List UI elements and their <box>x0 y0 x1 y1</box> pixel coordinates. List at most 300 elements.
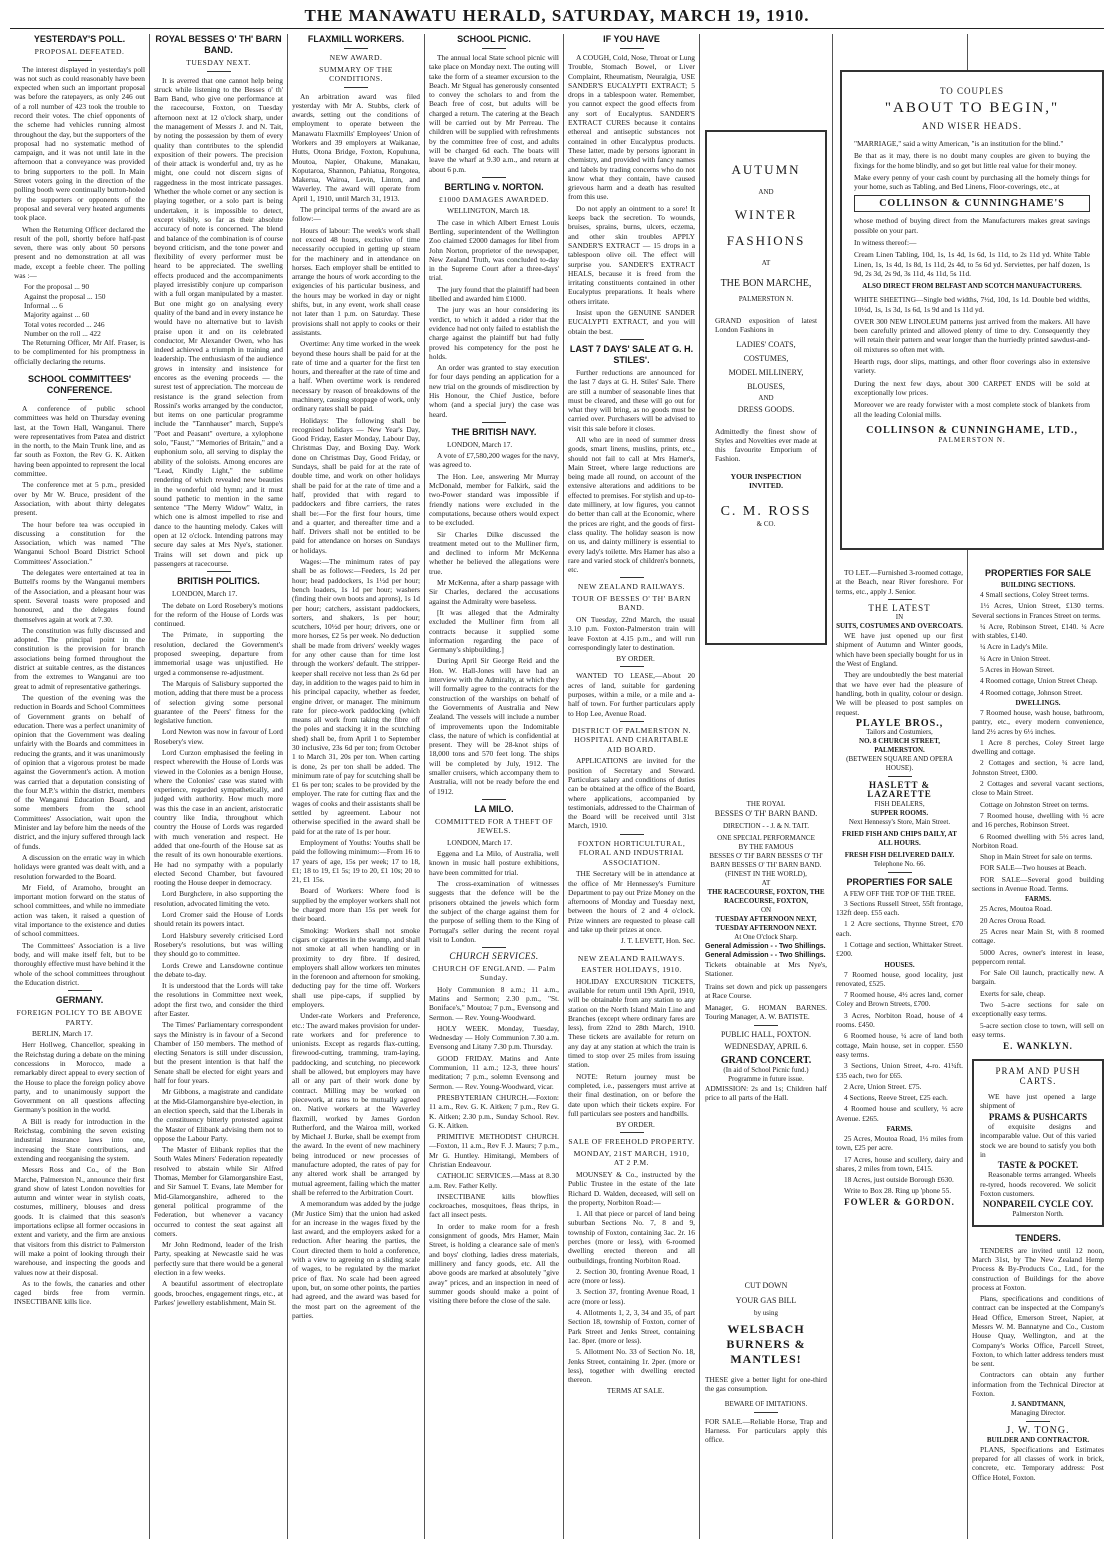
article-paragraph: A memorandum was added by the judge (Mr Justice Sim) that the union had asked for an increase in the wages fixed by the last award, and the employers asked for a reduction. After hearing the parties, the Court directed them to hold a conference, with a view to agreeing on a sliding scale of wages, to be regulated by the market price of flax. No scale had been agreed upon, but, on some other points, the parties had agreed, and the award was based for the most part on the agreement of the parties. <box>292 1199 420 1320</box>
article-headline: CHURCH SERVICES. <box>449 951 539 962</box>
advert-title: J. W. TONG. <box>1006 1425 1070 1437</box>
advert-text: (FINEST IN THE WORLD), <box>725 870 807 878</box>
listing-item: 1 Cottage and section, Whittaker Street. £200. <box>836 939 963 959</box>
advert-item: DRESS GOODS. <box>737 404 795 414</box>
advert-text: BEWARE OF IMITATIONS. <box>724 1399 808 1408</box>
poll-line: Informal ... 6 <box>24 300 63 310</box>
article-paragraph: Further reductions are announced for the last 7 days at G. H. Stiles' Sale. There are still a number of seasonable lines that must be cleared, and these will go out for what they will bring, as no goods must be carried over. Purchasers will be advised to visit this sale before it closes. <box>568 367 695 433</box>
column-7 <box>836 568 963 1538</box>
article-paragraph: It is understood that the Lords will take the resolutions in Committee next week, adopt the first two, and consider the third after Easter. <box>154 981 283 1018</box>
article-paragraph: The Primate, in supporting the resolution, declared the Government's proposed sweeping, departure from immemorial usage was unjustified. He urged a commonsense re-adjustment. <box>154 630 283 677</box>
advert-text: PALMERSTON N. <box>938 435 1006 444</box>
advert-text: Programme in future issue. <box>728 1074 804 1083</box>
advert-text: Admittedly the finest show of Styles and Novelties ever made at this favourite Emporium of Fashion. <box>715 426 817 464</box>
advert-title: E. WANKLYN. <box>1003 1041 1073 1052</box>
listing-item: 4 Small sections, Coley Street terms. <box>980 590 1089 599</box>
advert-paragraph: Do not apply an ointment to a sore! It keeps back the secretion. To wounds, bruises, sprains, burns, ulcers, eczema, and other skin troubles APPLY SANDER'S EXTRACT — 15 drops in a tablespoon olive oil. The effect will surprise you. SANDER'S EXTRACT HEALS, because it is freed from the irritating constituents contained in other Eucalyptus preparations. It heals where others irritate. <box>568 203 695 306</box>
advert-text: Be that as it may, there is no doubt many couples are given to buying the fixings for the home blindly, and so get but little real value for their money. <box>854 151 1090 170</box>
article-headline: BERTLING v. NORTON. <box>444 181 544 192</box>
listing-item: 17 Acres, house and scullery, dairy and shares, 2 miles from town, £415. <box>836 1154 963 1173</box>
advert-text: SUPPER ROOMS. <box>870 808 929 817</box>
article-paragraph: Mr McKenna, after a sharp passage with Sir Charles, declared the accusations against the Admiralty were baseless. <box>429 578 559 606</box>
advert-text: YOUR GAS BILL <box>735 1296 797 1305</box>
article-paragraph: Employment of Youths: Youths shall be paid the following minimum:—From 16 to 17 years of age, 15s per week; 17 to 18, £1; 18 to 19, £1 5s; 19 to 20, £1 10s; 20 to 21, £1 15s. <box>292 837 420 885</box>
column-2 <box>154 34 283 1542</box>
article-paragraph: The interest displayed in yesterday's poll was not such as could reasonably have been expected when such an important proposal was before the ratepayers, as only 246 out of a roll number of 423 took the trouble to record their votes. The chief opponents of the scheme had vehicles running almost throughout the day, but the supporters of the proposal had no systematic method of campaign, and it was not until late in the afternoon that a conveyance was provided to bring supporters to the poll. In Main Street voters going in the direction of the polling booth were continually button-holed by the supporters or opponents of the proposal and several very heated arguments took place. <box>14 64 145 223</box>
advert-title: PUBLIC HALL, FOXTON. <box>720 1029 812 1039</box>
signature: J. SANDTMANN, <box>1010 1400 1066 1409</box>
poll-results <box>14 282 145 338</box>
article-paragraph: The Hon. Lee, answering Mr Murray McDonald, member for Falkirk, said the two-Power standard was impossible if friendly nations were excluded in the computations, because others would expect to be excluded. <box>429 471 559 528</box>
advert-text: OVER 300 NEW LINOLEUM patterns just arrived from the makers. All have been carefully printed and allowed plenty of time to dry. Consequently they will retain their pattern and wear longer than the hurriedly printed sawdust-and-oil mixtures so often met with. <box>854 316 1090 354</box>
listing-item: 7 Roomed house, good locality, just renovated, £525. <box>836 969 963 988</box>
divider <box>1026 1421 1050 1422</box>
advert-text: FRIED FISH AND CHIPS DAILY, AT ALL HOURS. <box>842 829 957 847</box>
advert-title: NONPAREIL CYCLE COY. <box>982 1199 1094 1210</box>
advert-text: WHITE SHEETING—Single bed widths, 7½d, 10d, 1s 1d. Double bed widths, 10½d, 1s, 1s 3d, 1s 6d, 1s 9d and 1s 11d yd. <box>854 295 1090 314</box>
column-8 <box>972 568 1104 1538</box>
advert-text: Trains set down and pick up passengers at Race Course. <box>705 981 827 1000</box>
advert-headline: NEW ZEALAND RAILWAYS. <box>577 582 686 592</box>
advert-paragraph: They are undoubtedly the best material that we have ever had the pleasure of handling, both in quality, colour or design. We will be pleased to post samples on request. <box>836 670 963 717</box>
advert-paragraph: Plans, specifications and conditions of contract can be inspected at the Company's Head Office, Emerson Street, Napier, at Messrs W. M. Bannatyne and Co., Custom House Quay, Wellington, and at the Company's Works Office, Parcell Street, Foxton, to which latter address tenders must be sent. <box>972 1294 1104 1369</box>
advert-text: FRESH FISH DELIVERED DAILY. <box>844 850 955 859</box>
masthead: THE MANAWATU HERALD, SATURDAY, MARCH 19, 1910. <box>304 6 810 25</box>
masthead-rule <box>10 28 1104 29</box>
listing-item: For Sale Oil launch, practically new. A bargain. <box>972 968 1104 987</box>
advert-text: At One O'clock Sharp. <box>734 933 798 941</box>
listing-item: 1½ Acres, Union Street, £130 terms. Several sections in Frances Street on terms. <box>972 601 1104 620</box>
advert-paragraph: Insist upon the GENUINE SANDER EUCALYPTI EXTRACT, and you will obtain the best. <box>568 308 695 336</box>
gas-advert <box>705 1275 827 1540</box>
advert-paragraph: PLANS, Specifications and Estimates prepared for all classes of work in brick, concrete, etc. Temporary address: Post Office Hotel, Foxton. <box>972 1444 1104 1482</box>
advert-item: AND <box>758 393 774 402</box>
article-paragraph: INSECTIBANE kills blowflies cockroaches, mosquitoes, fleas thrips, in fact all insect pests. <box>429 1191 559 1220</box>
article-headline: SCHOOL PICNIC. <box>457 34 531 44</box>
listing-item: 7 Roomed house, wash house, bathroom, pantry, etc., every modern convenience, land 2½ acres by 6½ inches. <box>972 707 1104 736</box>
listing-item: ¼ Acre in Union Street. <box>980 653 1051 663</box>
advert-title: AUTUMN <box>731 162 801 177</box>
article-paragraph: Eggena and La Milo, of Australia, well known in music hall posture exhibitions, have been committed for trial. <box>429 849 559 877</box>
article-paragraph: Mr Gibbons, a magistrate and candidate at the Mid-Glamorganshire bye-election, in an election speech, said that the Liberals in the constituency bitterly protested against the Master of Elibank advising them not to oppose the Labour Party. <box>154 1087 283 1143</box>
article-subhead: £1000 DAMAGES AWARDED. <box>438 194 550 204</box>
advert-text: YOUR INSPECTION INVITED. <box>730 471 802 490</box>
advert-paragraph: Write to Box 28. Ring up 'phone 55. <box>844 1186 952 1196</box>
advert-text: GRAND exposition of latest London Fashions in <box>715 316 817 335</box>
listing-item: 4 Roomed cottage, Union Street Cheap. <box>980 676 1098 686</box>
pram-advert <box>972 1059 1104 1226</box>
service-listing: PRESBYTERIAN CHURCH.—Foxton: 11 a.m., Rev. G. K. Aitken; 7 p.m., Rev G. K. Aitken; 2.30 p.m., Sunday School. Rev. G. K. Aitken. <box>429 1092 559 1130</box>
advert-title: WELSBACH <box>727 1322 805 1336</box>
dateline: WELLINGTON, March 18. <box>447 206 530 216</box>
listing-item: 2 Cottages and several vacant sections, close to Main Street. <box>972 779 1104 798</box>
advert-text: ADMISSION: 2s and 1s; Children half price to all parts of the Hall. <box>705 1083 827 1103</box>
article-paragraph: Sir Charles Dilke discussed the treatment meted out to the Mulliner firm, and declined to inform Mr McKenna whether he believed the allegations were true. <box>429 529 559 576</box>
lot-item: 3. Section 37, fronting Avenue Road, 1 acre (more or less). <box>568 1287 695 1306</box>
listing-item: 25 Acres, Moutoa Road, 1½ miles from town, £25 per acre. <box>836 1133 963 1153</box>
advert-text: WEDNESDAY, APRIL 6. <box>724 1041 808 1051</box>
column-3 <box>292 34 420 1542</box>
section-heading: BUILDING SECTIONS. <box>1000 581 1076 589</box>
divider <box>68 60 92 61</box>
article-paragraph: The debate on Lord Rosebery's motions for the reform of the House of Lords was continued. <box>154 600 283 629</box>
divider <box>888 872 912 873</box>
listing-item: Shop in Main Street for sale on terms. <box>980 852 1093 862</box>
column-5 <box>568 34 695 1542</box>
advert-paragraph: TENDERS are invited until 12 noon, March 31st, by The New Zealand Hemp Process & By-Products Co., Ltd., for the construction of Buildings for the above process at Foxton. <box>972 1245 1104 1292</box>
advert-text: DIRECTION - - J. & N. TAIT. <box>722 822 810 830</box>
advert-title: FOWLER & GORDON. <box>844 1196 955 1207</box>
listing-item: FOR SALE—Two houses at Beach. <box>980 863 1087 873</box>
advert-headline: PROPERTIES FOR SALE <box>984 568 1091 578</box>
advert-text: Reasonable terms arranged. Wheels re-tyred, hoods recovered. We solicit Foxton customers. <box>980 1170 1096 1199</box>
advert-paragraph: MOUNSEY & Co., instructed by the Public Trustee in the estate of the late Richard D. Walden, deceased, will sell on the property, Norbiton Road:— <box>568 1169 695 1207</box>
service-listing: HOLY WEEK. Monday, Tuesday, Wednesday — Holy Communion 7.30 a.m. Evensong and Litany 7.30 p.m. Thursday. <box>429 1023 559 1052</box>
listing-item: 6 Roomed house, ¼ acre of land both cottage, Main house, set in copper. £550 easy terms. <box>836 1031 963 1059</box>
advert-title: C. M. ROSS <box>720 503 812 519</box>
advert-text: ONE SPECIAL PERFORMANCE <box>717 834 815 842</box>
advert-paragraph: NOTE: Return journey must be completed, i.e., passengers must arrive at their final destination, on or before the date upon which their tickets expire. For full particulars see posters and handbills. <box>568 1071 695 1118</box>
article-subhead: PROPOSAL DEFEATED. <box>34 47 125 56</box>
advert-text: SUITS, COSTUMES AND OVERCOATS. <box>836 622 963 631</box>
advert-text: WE have just opened a large shipment of <box>980 1092 1096 1111</box>
advert-text: THE RACECOURSE, FOXTON, THE RACECOURSE, FOXTON, <box>707 888 825 905</box>
article-paragraph: The Times' Parliamentary correspondent says the Ministry is in favour of a Second Chamber of 150 members. The method of electing Senators is still under discussion, but the present intention is that half the Senate shall be elected for eight years and half for four years. <box>154 1020 283 1086</box>
advert-title: BESSES O' TH' BARN BAND. <box>714 809 818 818</box>
advert-title: WINTER <box>734 207 798 222</box>
listing-item: 5000 Acres, owner's interest in lease, peppercorn rental. <box>972 947 1104 966</box>
divider <box>482 799 506 800</box>
advert-title: THE LATEST <box>868 602 931 613</box>
article-subhead: SUMMARY OF THE CONDITIONS. <box>319 64 393 83</box>
poll-line: Against the proposal ... 150 <box>24 291 106 301</box>
column-1 <box>14 34 145 1542</box>
signature: Managing Director. <box>1010 1409 1066 1418</box>
advert-text: Telephone No. 66. <box>873 859 926 868</box>
listing-item: 4 Roomed house and scullery, ½ acre Avenue. £265. <box>836 1104 963 1123</box>
article-paragraph: Lord Burghclere, in also supporting the resolution, advocated limiting the veto. <box>154 889 283 908</box>
column-rule <box>563 34 564 1539</box>
divider <box>620 949 644 950</box>
advert-headline: NEW ZEALAND RAILWAYS. <box>577 953 686 963</box>
divider <box>620 48 644 49</box>
divider <box>344 48 368 49</box>
advert-text: Tickets obtainable at Mrs Nye's, Stationer. <box>705 960 827 979</box>
advert-text: Palmerston North. <box>1012 1209 1064 1218</box>
article-paragraph: The delegates were entertained at tea in Buttell's rooms by the Wanganui members of the Association, and a pleasant hour was spent. Several toasts were proposed and honoured, and the delegates found themselves again at work at 7.30. <box>14 568 145 624</box>
poll-line: For the proposal ... 90 <box>24 282 90 292</box>
advert-text: BESSES O' TH' BARN BESSES O' TH' BARN BESSES O' TH' BARN BAND. <box>709 852 823 869</box>
by-order: BY ORDER. <box>616 1120 655 1130</box>
divider <box>620 666 644 667</box>
listing-item: 7 Roomed house, dwelling with ½ acre and 16 perches, Robinson Street. <box>972 810 1104 830</box>
advert-text: FOR SALE.—Reliable Horse, Trap and Harness. For particulars apply this office. <box>705 1416 827 1445</box>
service-listing: PRIMITIVE METHODIST CHURCH.—Foxton, 11 a.m., Rev F. J. Maurs; 7 p.m., Mr G. Huntley. Himitangi, Members of Christian Endeavour. <box>429 1132 559 1169</box>
divider <box>620 339 644 340</box>
article-paragraph: Lord Newton was now in favour of Lord Rosebery's view. <box>154 727 283 746</box>
article-paragraph: [It was alleged that the Admiralty excluded the Mulliner firm from all contracts because it supplied some information regarding the pace of Germany's shipbuilding.] <box>429 607 559 655</box>
article-paragraph: Lord Curzon emphasised the feeling in respect wherewith the House of Lords was viewed in the Colonies as a benign House, where the Colonies' case was stated with experience, regarded sympathetically, and judged with authority. How much more was this the case in an ancient, aristocratic country like India, throughout which country the House of Lords was regarded with much veneration and respect. He added that one-fourth of the House sat as the result of its own honourable exertions. He had no sympathy with a popularly elected Second Chamber, but favoured rooting the House deeper in democracy. <box>154 747 283 888</box>
advert-paragraph: A COUGH, Cold, Nose, Throat or Lung Trouble, Stomach Bowel, or Liver Complaint, Rheumatism, Neuralgia, USE SANDER'S EUCALYPTI EXTRACT; 5 drops in a tablespoon water. Remember, you cannot expect the good effects from any sort of Eucalyptus. SANDER'S EXTRACT CURES because it contains ethereal and antiseptic substances not contained in other Eucalyptus products. These latter, made by persons ignorant in chemistry, and provided with fancy names and labels by trading concerns who do not know what they contain, have caused grievous harm and a death has resulted from this use. <box>568 53 695 202</box>
divider <box>68 399 92 400</box>
divider <box>754 1025 778 1026</box>
advert-paragraph: TO LET.—Furnished 3-roomed cottage, at the Beach, near River foreshore. For terms, etc., apply J. Senior. <box>836 568 963 596</box>
article-paragraph: Holidays: The following shall be recognised holidays — New Year's Day, Good Friday, Easter Monday, Labour Day, Christmas Day, and Boxing Day. Work done on Christmas Day, Good Friday, or Sundays, shall be paid for at the rate of double time, and work on other holidays shall be paid for at the rate of time and a half, provided that with regard to paddockers and fibre carriers, the rates shall be:—For the first four hours, time and a quarter, and thereafter time and a half. Drivers shall not be entitled to be paid for attendance on horses on Sundays or holidays. <box>292 415 420 555</box>
article-subhead: CHURCH OF ENGLAND. — Palm Sunday. <box>432 963 556 983</box>
advert-headline: PROPERTIES FOR SALE <box>846 876 953 887</box>
article-paragraph: A Bill is ready for introduction in the Reichstag, combining the seven existing industrial insurance laws into one, increasing the State contributions, and extending and reorganising the system. <box>14 1116 145 1163</box>
by-order: BY ORDER. <box>616 654 655 664</box>
article-paragraph: The hour before tea was occupied in discussing a constitution for the Association, which was named "The Wanganui School Board District School Committees' Association." <box>14 519 145 566</box>
divider <box>888 599 912 600</box>
article-paragraph: Mr John Redmond, leader of the Irish Party, speaking at Newcastle said he was perfectly sure that there would be a general election in a few weeks. <box>154 1240 283 1278</box>
advert-paragraph: WE have just opened up our first shipment of Autumn and Winter goods, which have been specially bought for us in the West of England. <box>836 631 963 669</box>
advert-text: Make every penny of your cash count by purchasing all the homely things for your home, such as Tabling, and Bed Linens, Floor-coverings, etc., at <box>854 172 1090 192</box>
article-paragraph: Lord Halsbury severely criticised Lord Rosebery's resolutions, but was willing they should go to committee. <box>154 930 283 959</box>
advert-text: Next Hennessy's Store, Main Street. <box>848 817 951 826</box>
advert-text: THESE give a better light for one-third the gas consumption. <box>705 1375 827 1394</box>
divider <box>620 577 644 578</box>
advert-text: Hearth rugs, door slips, mattings, and other floor coverings also in extensive variety. <box>854 357 1090 376</box>
article-subhead: FOREIGN POLICY TO BE ABOVE PARTY. <box>16 1008 143 1027</box>
article-headline: GERMANY. <box>55 995 104 1006</box>
article-paragraph: A vote of £7,580,200 wages for the navy, was agreed to. <box>429 451 559 470</box>
listing-item: 4 Sections, Reeve Street, £25 each. <box>844 1093 948 1103</box>
signature: J. T. LEVETT, Hon. Sec. <box>620 936 695 946</box>
article-paragraph: All who are in need of summer dress goods, smart linens, muslins, prints, etc., should not fail to call at Mrs Hamer's, Main Street, where large reductions are being made all round, on account of the extensive alterations and additions to be effected to premises. For stylish and up-to-date millinery, at low figures, you cannot do better than call at the Economic, where the prices are right, and the goods of first-class quality. The holiday season is now on us, and dainty millinery is essential to every lady's toilette. Mrs Hamer has also a rare and varied stock of children's bonnets, etc. <box>568 434 695 575</box>
article-subhead: TUESDAY NEXT. <box>186 58 251 67</box>
article-headline: LAST 7 DAYS' SALE AT G. H. STILES'. <box>569 343 694 365</box>
article-paragraph: Herr Hollweg, Chancellor, speaking in the Reichstag during a debate on the mining concessions in Morocco, made a remarkably direct appeal to every section of the House to place the foreign policy above party, and to unanimously support the Government on all questions affecting Germany's position in the world. <box>14 1040 145 1115</box>
article-paragraph: The annual local State school picnic will take place on Monday next. The outing will take the form of a steamer excursion to the Beach. Mr Stgual has generously consented to convey the scholars to and from the Beach free of cost, but adults will be charged a return. The catering at the Beach will be carried out by Mr Perreau. The children will be supplied with refreshments by the committee free of cost, and adults will be charged 6d each. The boats will leave the wharf at 9.30 a.m., and return at about 6 p.m. <box>429 53 559 174</box>
article-paragraph: When the Returning Officer declared the result of the poll, shortly before half-past seven, there was only about 50 persons present and no demonstration at all was made, except a feeble cheer. The polling was :— <box>14 224 145 281</box>
advert-paragraph: THE Secretary will be in attendance at the office of Mr Hennessey's Furniture Department to pay out Prize Money on the afternoons of Monday and Tuesday next, between the hours of 2 and 4 o'clock. Prize winners are requested to please call and take up their prizes at once. <box>568 869 695 935</box>
section-heading: FARMS. <box>886 1124 913 1133</box>
listing-item: 3 Sections, Union Street, 4-ro. 41¼ft. £35 each, two for £65. <box>836 1061 963 1080</box>
article-paragraph: Lord Cromer said the House of Lords should retain its powers intact. <box>154 910 283 929</box>
advert-headline: FOXTON HORTICULTURAL, FLORAL AND INDUSTRIAL ASSOCIATION. <box>577 838 686 867</box>
article-paragraph: Hours of labour: The week's work shall not exceed 48 hours, exclusive of time necessarily occupied in getting up steam for the machinery and in attendance on horses. Each employer shall be entitled to arrange the hours of work according to the exigencies of his particular business, and the hours may be worked in day or night shifts, but, in any event, work shall cease not later than 1 p.m. on Saturday. These provisions shall not apply to cooks or their assistants. <box>292 225 420 337</box>
divider <box>888 776 912 777</box>
listing-item: 4 Roomed cottage, Johnson Street. <box>980 687 1083 697</box>
article-paragraph: The jury found that the plaintiff had been libelled and awarded him £1000. <box>429 284 559 304</box>
article-paragraph: During April Sir George Reid and the Hon. W. Hall-Jones will have had an interview with the Admiralty, at which they will formally agree to the contracts for the construction of the warships on behalf of the Governments of Australia and New Zealand. The vessels will include a number of improvements upon the Indomitable class, the nature of which is confidential at present. They will be 28-knot ships of 18,000 tons and 570 feet long. The ships will be completed by July, 1912. The smaller cruisers, which accompany them to Australia, will not be ready before the end of 1912. <box>429 656 559 796</box>
divider <box>482 422 506 423</box>
advert-title: TASTE & POCKET. <box>997 1160 1079 1171</box>
column-rule <box>149 34 150 1539</box>
dateline: LONDON, March 17. <box>172 589 238 599</box>
advert-paragraph: Contractors can obtain any further information from the Technical Director at Foxton. <box>972 1370 1104 1399</box>
divider <box>620 721 644 722</box>
terms-line: TERMS AT SALE. <box>606 1386 665 1396</box>
divider <box>68 990 92 991</box>
article-paragraph: Lords Crewe and Lansdowne continue the debate to-day. <box>154 960 283 979</box>
advert-subhead: MONDAY, 21ST MARCH, 1910, AT 2 P.M. <box>573 1148 690 1168</box>
service-listing: GOOD FRIDAY. Matins and Ante Communion, 11 a.m.; 12-3, three hours' meditation; 7 p.m., solemn Evensong and Sermon. — Rev. Young-Woodward, vicar. <box>429 1053 559 1091</box>
article-paragraph: Mr Field, of Aramoho, brought an important motion forward on the status of school committees, and while no immediate action was taken, it raised a question of vital importance to the existence and duties of school committees. <box>14 882 145 939</box>
lot-item: 5. Allotment No. 33 of Section No. 18, Jenks Street, containing 1r. 2per. (more or less), together with dwelling erected thereon. <box>568 1347 695 1385</box>
dateline: LONDON, March 17. <box>447 837 513 847</box>
article-paragraph: The conference met at 5 p.m., presided over by Mr W. Bruce, president of the Association, with about thirty delegates present. <box>14 480 145 518</box>
column-rule <box>287 34 288 1539</box>
advert-text: Tailors and Costumiers, <box>866 728 933 737</box>
listing-item: 20 Acres Oroua Road. <box>980 915 1046 925</box>
listing-item: 5 Acres in Howan Street. <box>980 665 1055 675</box>
listing-item: 1 2 Acre sections, Thynne Street, £70 each. <box>836 919 963 938</box>
advert-title: PRAM AND PUSH CARTS. <box>995 1066 1081 1086</box>
advert-text: (BETWEEN SQUARE AND OPERA HOUSE). <box>846 755 953 773</box>
section-heading: FARMS. <box>1024 895 1052 904</box>
article-paragraph: An order was granted to stay execution for four days pending an application for a new trial on the grounds of misdirection by His Honour, the Chief Justice, before whom (and a special jury) the case was heard. <box>429 363 559 419</box>
article-headline: THE BRITISH NAVY. <box>451 426 537 437</box>
advert-text: AT <box>761 259 771 267</box>
article-headline: FLAXMILL WORKERS. <box>307 34 405 44</box>
listing-item: 1 Acre 8 perches, Coley Street large dwelling and cottage. <box>972 737 1104 757</box>
advert-item: MODEL MILLINERY, <box>728 367 804 377</box>
advert-text: CUT DOWN <box>744 1281 788 1290</box>
advert-text: Manager, G. HOMAN BARNES. Touring Manager, A. W. BATISTE. <box>705 1003 827 1022</box>
advert-text: ALSO DIRECT FROM BELFAST AND SCOTCH MANUFACTURERS. <box>862 282 1082 291</box>
advert-text: ON <box>760 906 772 914</box>
service-listing: Holy Communion 8 a.m.; 11 a.m., Matins and Sermon; 2.30 p.m., "St. Boniface's," Moutoa; 7 p.m., Evensong and Sermon. — Rev. Young-Woodward. <box>429 984 559 1022</box>
article-paragraph: The case in which Albert Ernest Louis Bertling, superintendent of the Wellington Zoo claimed £2000 damages for libel from John Norton, proprietor of the newspaper, New Zealand Truth, was concluded to-day in the Supreme Court after a three-days' trial. <box>429 217 559 283</box>
advert-text: During the next few days, about 300 CARPET ENDS will be sold at exceptionally low prices. <box>854 378 1090 397</box>
listing-item: 7 Roomed house, 4½ acres land, corner Coley and Brown Streets, £700. <box>836 990 963 1009</box>
article-headline: YESTERDAY'S POLL. <box>33 34 126 44</box>
advert-text: FISH DEALERS, <box>874 799 925 808</box>
advert-text: NO. 8 CHURCH STREET, PALMERSTON. <box>859 737 940 755</box>
section-heading: HOUSES. <box>884 960 915 969</box>
poll-line: Majority against ... 60 <box>24 310 90 320</box>
column-rule <box>832 34 833 1539</box>
advert-text: & CO. <box>756 519 776 528</box>
advert-text: AND <box>758 188 774 196</box>
article-paragraph: The Master of Elibank replies that the South Wales Miners' Federation repeatedly resolved to abstain while Sir Alfred Thomas, Member for Glamorganshire East, and Sir Samuel T. Evans, late Member for Mid-Glamorganshire, adhered to the general political programme of the Federation, but whenever a vacancy occurred to contest the seat against all comers. <box>154 1145 283 1238</box>
listing-item: 18 Acres, just outside Borough £630. <box>844 1175 954 1185</box>
fashions-advert <box>705 130 827 645</box>
advert-title: GRAND CONCERT. <box>720 1054 812 1066</box>
advert-headline: SALE OF FREEHOLD PROPERTY. <box>568 1137 695 1147</box>
article-paragraph: In order to make room for a fresh consignment of goods, Mrs Hamer, Main Street, is holding a clearance sale of men's and boys' clothing, ladies dress materials, millinery and fancy goods, etc. All the above goods are marked at absolutely "give away" prices, and an inspection in need of summer goods should make a point of visiting there before the close of the sale. <box>429 1221 559 1306</box>
article-paragraph: Under-rate Workers and Preference, etc.: The award makes provision for under-rate workers and for preference to unionists. Except as regards flax-cutting, firewood-cutting, tramming, tram-laying, paddocking, and scutching, no piecework shall be allowed, but employers may have all or any part of their work done by contract. Milling may be worked on piecework, at rates to be mutually agreed on. Native workers at the Waverley flaxmill, worked by James Gordon Rutherford, and the Wairoa mill, worked by Michael J. Burke, shall be exempt from the award. In the event of new machinery being introduced or new processes of manufacture adopted, the rates of pay for any altered work shall be arranged by mutual agreement, failing which the matter shall be referred to the Arbitration Court. <box>292 1011 420 1197</box>
listing-item: FOR SALE—Several good building sections in Avenue Road. Terms. <box>972 874 1104 894</box>
article-headline: ROYAL BESSES O' TH' BARN BAND. <box>155 34 282 55</box>
dateline: LONDON, March 17. <box>447 439 513 449</box>
divider <box>482 947 506 948</box>
article-paragraph: The Committees' Association is a live body, and will make itself felt, but to be thoroughly effective must have behind it the whole of the school committees throughout the Education district. <box>14 940 145 987</box>
article-paragraph: The constitution was fully discussed and adopted. The principal point in the constitution is the provision for branch associations being formed throughout the district at suitable centres, as the distances from the extremes to Wanganui are too great to admit of representative gatherings. <box>14 625 145 691</box>
listing-item: 3 Acres, Norbiton Road, house of 4 rooms. £450. <box>836 1010 963 1030</box>
advert-title: "ABOUT TO BEGIN," <box>884 100 1060 116</box>
divider <box>207 571 231 572</box>
advert-text: (In aid of School Picnic fund.) <box>723 1065 809 1074</box>
divider <box>482 48 506 49</box>
advert-title: BURNERS & <box>726 1337 806 1351</box>
listing-item: 25 Acres near Main St, with 8 roomed cottage. <box>972 926 1104 946</box>
listing-item: Two 5-acre sections for sale on exceptionally easy terms. <box>972 999 1104 1019</box>
advert-text: TUESDAY AFTERNOON NEXT, TUESDAY AFTERNOON NEXT. <box>715 915 817 932</box>
advert-text: TO COUPLES <box>939 86 1005 96</box>
advert-title: MANTLES! <box>730 1352 802 1366</box>
advert-title: COLLINSON & CUNNINGHAME'S <box>854 195 1090 212</box>
advert-text: BY THE FAMOUS <box>738 843 794 851</box>
advert-text: PALMERSTON N. <box>738 295 794 303</box>
advert-item: COSTUMES, <box>743 353 789 363</box>
advert-text: AT <box>761 879 771 887</box>
article-headline: SCHOOL COMMITTEES' CONFERENCE. <box>28 374 131 395</box>
advert-title: PLAYLE BROS., <box>855 717 944 729</box>
advert-subhead: TOUR OF BESSES O' TH' BARN BAND. <box>571 593 692 613</box>
advert-paragraph: APPLICATIONS are invited for the position of Secretary and Steward. Particulars salary and conditions of duties can be obtained at the office of the Board, where applications, accompanied by testimonials, addressed to the Chairman of the Board will be received until 31st March, 1910. <box>568 756 695 831</box>
advert-text: General Admission - - Two Shillings. <box>705 952 826 959</box>
article-paragraph: The Marquis of Salisbury supported the motion, adding that there must be a process of selection giving some personal guarantee of the Peers' fitness for the legislative function. <box>154 678 283 726</box>
advert-text: A FEW OFF THE TOP OF THE TREE. <box>843 889 956 898</box>
article-subhead: COMMITTED FOR A THEFT OF JEWELS. <box>434 816 554 836</box>
listing-item: ¼ Acre in Lady's Mile. <box>980 642 1048 652</box>
advert-text: In witness thereof:— <box>854 238 917 248</box>
advert-text: AND WISER HEADS. <box>921 121 1023 131</box>
listing-item: 25 Acres, Moutoa Road. <box>980 904 1053 914</box>
article-paragraph: Messrs Ross and Co., of the Bon Marche, Palmerston N., announce their first grand show of latest London novelties for autumn and winter wear in stylish coats, costumes, millinery, blouses and dress goods. It is claimed that this season's importations eclipse all former occasions in extent and variety, and the firm are anxious that visitors from this district to Palmerston will make a point of looking through their warehouse, and inspecting the goods and values now at their disposal. <box>14 1165 145 1277</box>
advert-text: THE ROYAL <box>746 800 786 808</box>
collinson-advert <box>840 70 1104 550</box>
listing-item: Cottage on Johnston Street on terms. <box>980 799 1089 809</box>
advert-title: HASLETT & LAZARETTE <box>867 780 932 800</box>
article-paragraph: A discussion on the erratic way in which holidays were granted was dealt with, and a resolution forwarded to the Board. <box>14 852 145 881</box>
advert-subhead: EASTER HOLIDAYS, 1910. <box>581 965 682 975</box>
advert-title: FASHIONS <box>726 233 806 248</box>
advert-text: Cream Linen Tabling, 10d, 1s, 1s 4d, 1s 6d, 1s 11d, to 2s 11d yd. White Table Linen, 1s, 1s 4d, 1s 8d, 1s 11d, 2s 4d, to 5s 6d yd. Serviettes, per half dozen, 1s 9d, 2s 3d, 2s 9d, 3s 11d, 4s 11d, 5s 11d. <box>854 250 1090 278</box>
article-headline: BRITISH POLITICS. <box>177 576 260 587</box>
listing-item: Exerts for sale, cheap. <box>980 988 1046 998</box>
advert-paragraph: WANTED TO LEASE,—About 20 acres of land, suitable for gardening purposes, within a mile, or a mile and a-half of town. For further particulars apply to Hop Lee, Avenue Road. <box>568 671 695 718</box>
advert-text: of exquisite designs and incomparable value. Out of this varied stock we are bound to satisfy you both in <box>980 1121 1096 1159</box>
article-paragraph: The Returning Officer, Mr Alf. Fraser, is to be complimented for his promptness in officially declaring the returns. <box>14 338 145 366</box>
advert-title: PRAMS & PUSHCARTS <box>988 1111 1088 1122</box>
article-paragraph: Wages:—The minimum rates of pay shall be as follows:—Feeders, 1s 2d per hour; head paddockers, 1s 1½d per hour; bench loaders, 1s 1d per hour; washers (finding their own boots and aprons), 1s 1d per hour; catchers, assistant paddockers, sorters, and shakers, 1s per hour; scutchers, 10½d per hour; drivers, one or more horses, £2 5s per week. No deduction shall be made from drivers' weekly wages for any other cause than for time lost through the workers' default. The stripper-keeper shall receive not less than 2s 6d per day, in addition to the wages paid to him in his principal capacity, whether as feeder, engine driver, or manager. The minimum rate for piece-work paddocking (which means all work from taking the fibre off the poles and stacking it in the scutching shed) shall be, from April 1 to September 30 inclusive, 23s 6d per ton; from October 1 to March 31, 20s per ton. When carting is done, 2s per ton shall be added. The minimum rate of pay for scutching shall be £1 6s per ton; scales to be provided by the employer. The rate for cutting flax and the wages of cooks and their assistants shall be settled by agreement. Labour not otherwise specified in the award shall be paid for at the rate of 1s per hour. <box>292 557 420 836</box>
article-subhead: NEW AWARD. <box>329 53 383 62</box>
advert-headline: TENDERS. <box>1015 1232 1061 1243</box>
article-paragraph: The jury was an hour considering its verdict, to which it added a rider that the evidence had not only failed to establish the charge against the plaintiff but had fully proved his competency for the post he holds. <box>429 305 559 361</box>
advert-headline: DISTRICT OF PALMERSTON N. HOSPITAL AND CHARITABLE AID BOARD. <box>571 725 692 754</box>
advert-item: LADIES' COATS, <box>736 339 796 349</box>
service-listing: CATHOLIC SERVICES.—Mass at 8.30 a.m. Rev. Father Kelly. <box>429 1171 559 1190</box>
article-paragraph: Board of Workers: Where food is supplied by the employer workers shall not be charged more than 15s per week for their board. <box>292 886 420 924</box>
lot-item: 1. All that piece or parcel of land being suburban Sections No. 7, 8 and 9, township of Foxton, containing 3ac. 2r. 16 perches (more or less), with 6-roomed dwelling erected thereon and all outbuildings, fronting Norbiton Road. <box>568 1209 695 1265</box>
article-headline: LA MILO. <box>474 803 514 814</box>
article-paragraph: The cross-examination of witnesses suggests that the defence will be the prisoners obtained the jewels which form the subject of the charge against them for the purpose of selling them to the King of Portugal's seller during the recent royal visit to London. <box>429 879 559 944</box>
divider <box>68 369 92 370</box>
column-4 <box>429 34 559 1542</box>
advert-text: BUILDER AND CONTRACTOR. <box>986 1435 1090 1444</box>
advert-headline: IF YOU HAVE <box>603 34 660 44</box>
advert-title: THE BON MARCHE, <box>720 278 812 289</box>
listing-item: 2 Cottages and section, ¼ acre land, Johnston Street, £300. <box>972 758 1104 777</box>
article-paragraph: The principal terms of the award are as follow:— <box>292 205 420 224</box>
divider <box>620 834 644 835</box>
column-rule <box>424 34 425 1539</box>
poll-line: Number on the roll ... 422 <box>24 328 101 338</box>
lot-item: 4. Allotments 1, 2, 3, 34 and 35, of part Section 18, township of Foxton, corner of Park Street and Jenks Street, containing 1ac. 8per. (more or less). <box>568 1308 695 1345</box>
listing-item: 5-acre section close to town, will sell on easy terms. <box>972 1020 1104 1039</box>
advert-text: by using <box>754 1309 778 1317</box>
divider <box>482 177 506 178</box>
lot-item: 2. Section 30, fronting Avenue Road, 1 acre (more or less). <box>568 1266 695 1286</box>
article-paragraph: The question of the evening was the reduction in Boards and School Committees of Government grants on behalf of education. There was a perfect unanimity of opinion that the Government was dealing unfairly with the Boards and committees in reducing the grants, and it was unanimously of opinion that a vigorous protest be made against the Government's action. A motion was carried that a deputation consisting of the four M.P.'s within the district, members of the Wanganui Education Board, and some members from the school Committees' Association, wait upon the Minister and lay before him the needs of the district, and the injury suffered through lack of funds. <box>14 692 145 851</box>
article-paragraph: Smoking: Workers shall not smoke cigars or cigarettes in the swamp, and shall not smoke at all when handling or in proximity to dry fibre. If desired, employers shall allow workers ten minutes in the forenoon and afternoon for smoking, deducting pay for the time off. Workers shall use pipe-caps, if supplied by employers. <box>292 925 420 1009</box>
divider <box>620 1132 644 1133</box>
advert-item: BLOUSES, <box>747 381 785 391</box>
